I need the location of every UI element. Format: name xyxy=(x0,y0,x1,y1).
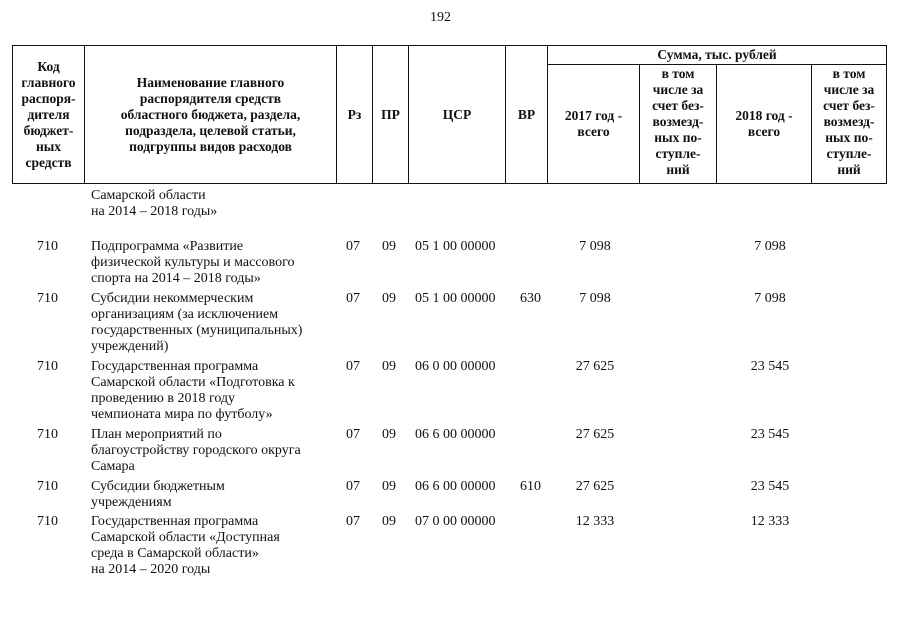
row-pr: 09 xyxy=(382,479,396,494)
header-sum-caption: Сумма, тыс. рублей xyxy=(548,46,887,65)
row-name: План мероприятий по благоустройству городского округа Самара xyxy=(91,427,301,474)
header-total-2017: 2017 год - всего xyxy=(548,65,640,184)
row-code: 710 xyxy=(37,514,58,529)
row-sum-2018: 7 098 xyxy=(754,239,786,254)
row-csr: 07 0 00 00000 xyxy=(415,514,496,529)
header-total-2018: 2018 год - всего xyxy=(717,65,812,184)
row-pr: 09 xyxy=(382,427,396,442)
row-sum-2017: 7 098 xyxy=(579,291,611,306)
row-rz: 07 xyxy=(346,427,360,442)
row-code: 710 xyxy=(37,239,58,254)
row-pr: 09 xyxy=(382,359,396,374)
row-name: Субсидии некоммерческим организациям (за исключением государственных (муниципальных) учреждений) xyxy=(91,291,303,354)
row-sum-2017: 27 625 xyxy=(575,359,615,374)
row-vr: 630 xyxy=(520,291,541,306)
header-name: Наименование главного распорядителя средств областного бюджета, раздела, подраздела, целевой статьи, подгруппы видов расходов xyxy=(85,46,337,184)
row-code: 710 xyxy=(37,291,58,306)
row-sum-2017: 27 625 xyxy=(575,479,615,494)
row-sum-2017: 12 333 xyxy=(575,514,615,529)
row-sum-2018: 23 545 xyxy=(750,359,790,374)
row-code: 710 xyxy=(37,359,58,374)
row-sum-2018: 7 098 xyxy=(754,291,786,306)
row-rz: 07 xyxy=(346,514,360,529)
header-code: Код главного распоря- дителя бюджет- ных средств xyxy=(13,46,85,184)
row-sum-2017: 27 625 xyxy=(575,427,615,442)
header-rz: Рз xyxy=(337,46,373,184)
row-rz: 07 xyxy=(346,239,360,254)
row-name: Подпрограмма «Развитие физической культуры и массового спорта на 2014 – 2018 годы» xyxy=(91,239,295,286)
row-code: 710 xyxy=(37,479,58,494)
row-csr: 06 0 00 00000 xyxy=(415,359,496,374)
page-number: 192 xyxy=(430,10,451,25)
header-pr: ПР xyxy=(373,46,409,184)
row-rz: 07 xyxy=(346,291,360,306)
row-rz: 07 xyxy=(346,479,360,494)
row-name: Государственная программа Самарской области «Подготовка к проведению в 2018 году чемпионата мира по футболу» xyxy=(91,359,295,422)
row-vr: 610 xyxy=(520,479,541,494)
header-incl-2018: в том числе за счет без- возмезд- ных по- ступле- ний xyxy=(812,65,887,184)
row-csr: 05 1 00 00000 xyxy=(415,291,496,306)
row-code: 710 xyxy=(37,427,58,442)
header-incl-2017: в том числе за счет без- возмезд- ных по- ступле- ний xyxy=(640,65,717,184)
row-sum-2018: 23 545 xyxy=(750,427,790,442)
row-csr: 06 6 00 00000 xyxy=(415,427,496,442)
row-csr: 05 1 00 00000 xyxy=(415,239,496,254)
row-name: Самарской области на 2014 – 2018 годы» xyxy=(91,188,218,219)
header-vr: ВР xyxy=(506,46,548,184)
row-name: Государственная программа Самарской области «Доступная среда в Самарской области» на 2014 – 2020 годы xyxy=(91,514,280,577)
row-pr: 09 xyxy=(382,291,396,306)
row-pr: 09 xyxy=(382,514,396,529)
row-sum-2017: 7 098 xyxy=(579,239,611,254)
row-csr: 06 6 00 00000 xyxy=(415,479,496,494)
row-sum-2018: 12 333 xyxy=(750,514,790,529)
row-pr: 09 xyxy=(382,239,396,254)
row-rz: 07 xyxy=(346,359,360,374)
row-sum-2018: 23 545 xyxy=(750,479,790,494)
header-csr: ЦСР xyxy=(409,46,506,184)
row-name: Субсидии бюджетным учреждениям xyxy=(91,479,225,510)
